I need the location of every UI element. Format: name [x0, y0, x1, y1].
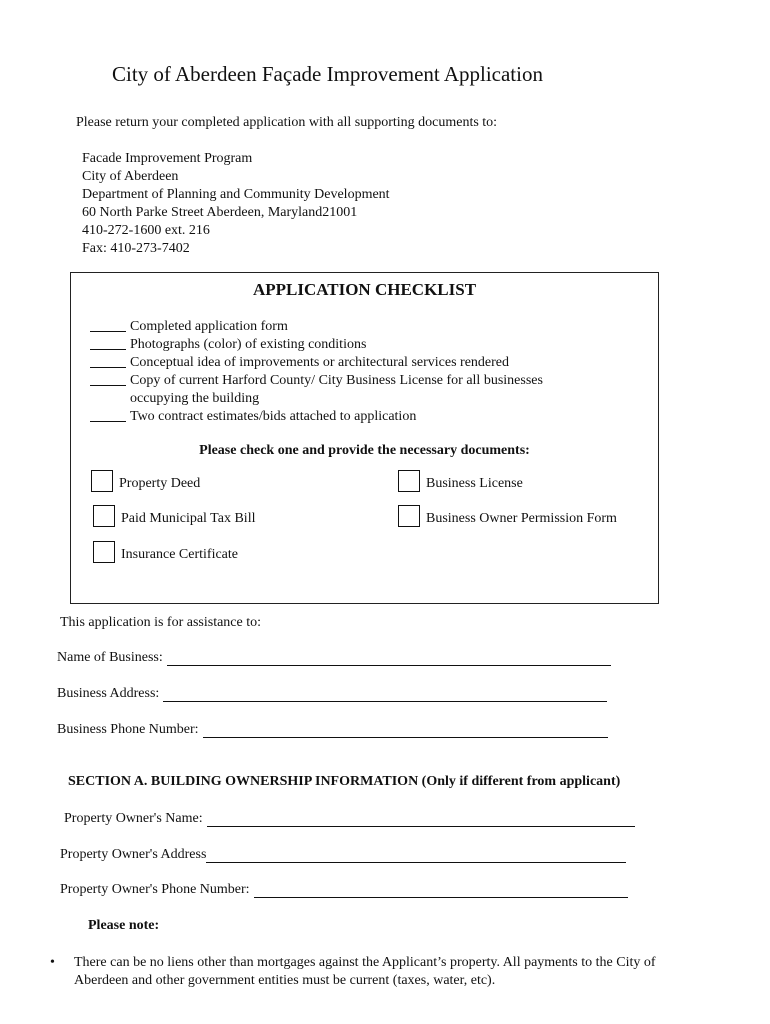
address-line: 60 North Parke Street Aberdeen, Maryland21001	[82, 205, 358, 220]
address-line: City of Aberdeen	[82, 169, 179, 184]
option-property-deed	[91, 470, 200, 492]
option-label: Property Deed	[119, 476, 201, 491]
business-name-label: Name of Business:	[57, 650, 163, 665]
checklist-item	[90, 354, 543, 372]
checklist-item-label: Photographs (color) of existing conditions	[130, 337, 367, 352]
address-line: Department of Planning and Community Development	[82, 187, 390, 202]
checklist-blank[interactable]	[90, 408, 126, 422]
checklist-blank[interactable]	[90, 318, 126, 332]
mailing-address	[82, 150, 390, 258]
application-checklist-panel	[70, 272, 659, 604]
checkbox[interactable]	[93, 541, 115, 563]
checklist-item	[90, 318, 543, 336]
checklist-item	[90, 408, 543, 426]
checklist-blank[interactable]	[90, 336, 126, 350]
address-line: Fax: 410-273-7402	[82, 241, 190, 256]
business-name-field[interactable]	[167, 651, 611, 666]
address-line: 410-272-1600 ext. 216	[82, 223, 210, 238]
checkbox[interactable]	[398, 470, 420, 492]
checklist-item-label: Two contract estimates/bids attached to application	[130, 409, 417, 424]
checklist-item-continuation: occupying the building	[130, 391, 260, 406]
owner-name-label: Property Owner's Name:	[64, 811, 203, 826]
assistance-intro: This application is for assistance to:	[60, 615, 262, 630]
checklist-title: APPLICATION CHECKLIST	[252, 280, 477, 299]
checkbox[interactable]	[91, 470, 113, 492]
checklist-item-label: Copy of current Harford County/ City Business License for all businesses	[130, 373, 543, 388]
page-title: City of Aberdeen Façade Improvement Application	[112, 62, 543, 86]
business-phone-row	[57, 722, 608, 738]
business-name-row	[57, 650, 611, 666]
checklist-items	[90, 318, 543, 426]
option-paid-municipal-tax-bill	[93, 505, 255, 527]
business-phone-label: Business Phone Number:	[57, 722, 199, 737]
checkbox[interactable]	[398, 505, 420, 527]
checklist-item	[90, 336, 543, 354]
checkbox[interactable]	[93, 505, 115, 527]
option-label: Business Owner Permission Form	[426, 511, 617, 526]
option-insurance-certificate	[93, 541, 238, 563]
owner-name-row	[64, 811, 635, 827]
owner-name-field[interactable]	[207, 812, 635, 827]
option-label: Insurance Certificate	[121, 547, 238, 562]
business-address-field[interactable]	[163, 687, 607, 702]
checklist-item-label: Conceptual idea of improvements or architectural services rendered	[130, 355, 510, 370]
owner-phone-field[interactable]	[254, 883, 628, 898]
checklist-item	[90, 372, 543, 390]
owner-phone-label: Property Owner's Phone Number:	[60, 882, 250, 897]
owner-phone-row	[60, 882, 628, 898]
business-phone-field[interactable]	[203, 723, 608, 738]
section-a-heading: SECTION A. BUILDING OWNERSHIP INFORMATION (Only if different from applicant)	[68, 774, 621, 789]
option-business-license	[398, 470, 523, 492]
note-bullet-text: There can be no liens other than mortgages against the Applicant’s property. All payments to the City of Aberdeen and other government entities must be current (taxes, water, etc).	[74, 955, 656, 988]
owner-address-row	[60, 847, 626, 863]
business-address-row	[57, 686, 607, 702]
checklist-blank[interactable]	[90, 354, 126, 368]
please-check-instruction: Please check one and provide the necessary documents:	[199, 443, 530, 458]
note-bullet	[50, 954, 690, 990]
return-instruction: Please return your completed application with all supporting documents to:	[76, 115, 498, 130]
option-label: Business License	[426, 476, 523, 491]
option-business-owner-permission-form	[398, 505, 617, 527]
business-address-label: Business Address:	[57, 686, 160, 701]
owner-address-field[interactable]	[206, 848, 626, 863]
checklist-item-label: Completed application form	[130, 319, 288, 334]
address-line: Facade Improvement Program	[82, 151, 253, 166]
checklist-blank[interactable]	[90, 372, 126, 386]
option-label: Paid Municipal Tax Bill	[121, 511, 256, 526]
bullet-icon: •	[50, 955, 55, 970]
owner-address-label: Property Owner's Address	[60, 847, 207, 862]
please-note-heading: Please note:	[88, 918, 160, 933]
